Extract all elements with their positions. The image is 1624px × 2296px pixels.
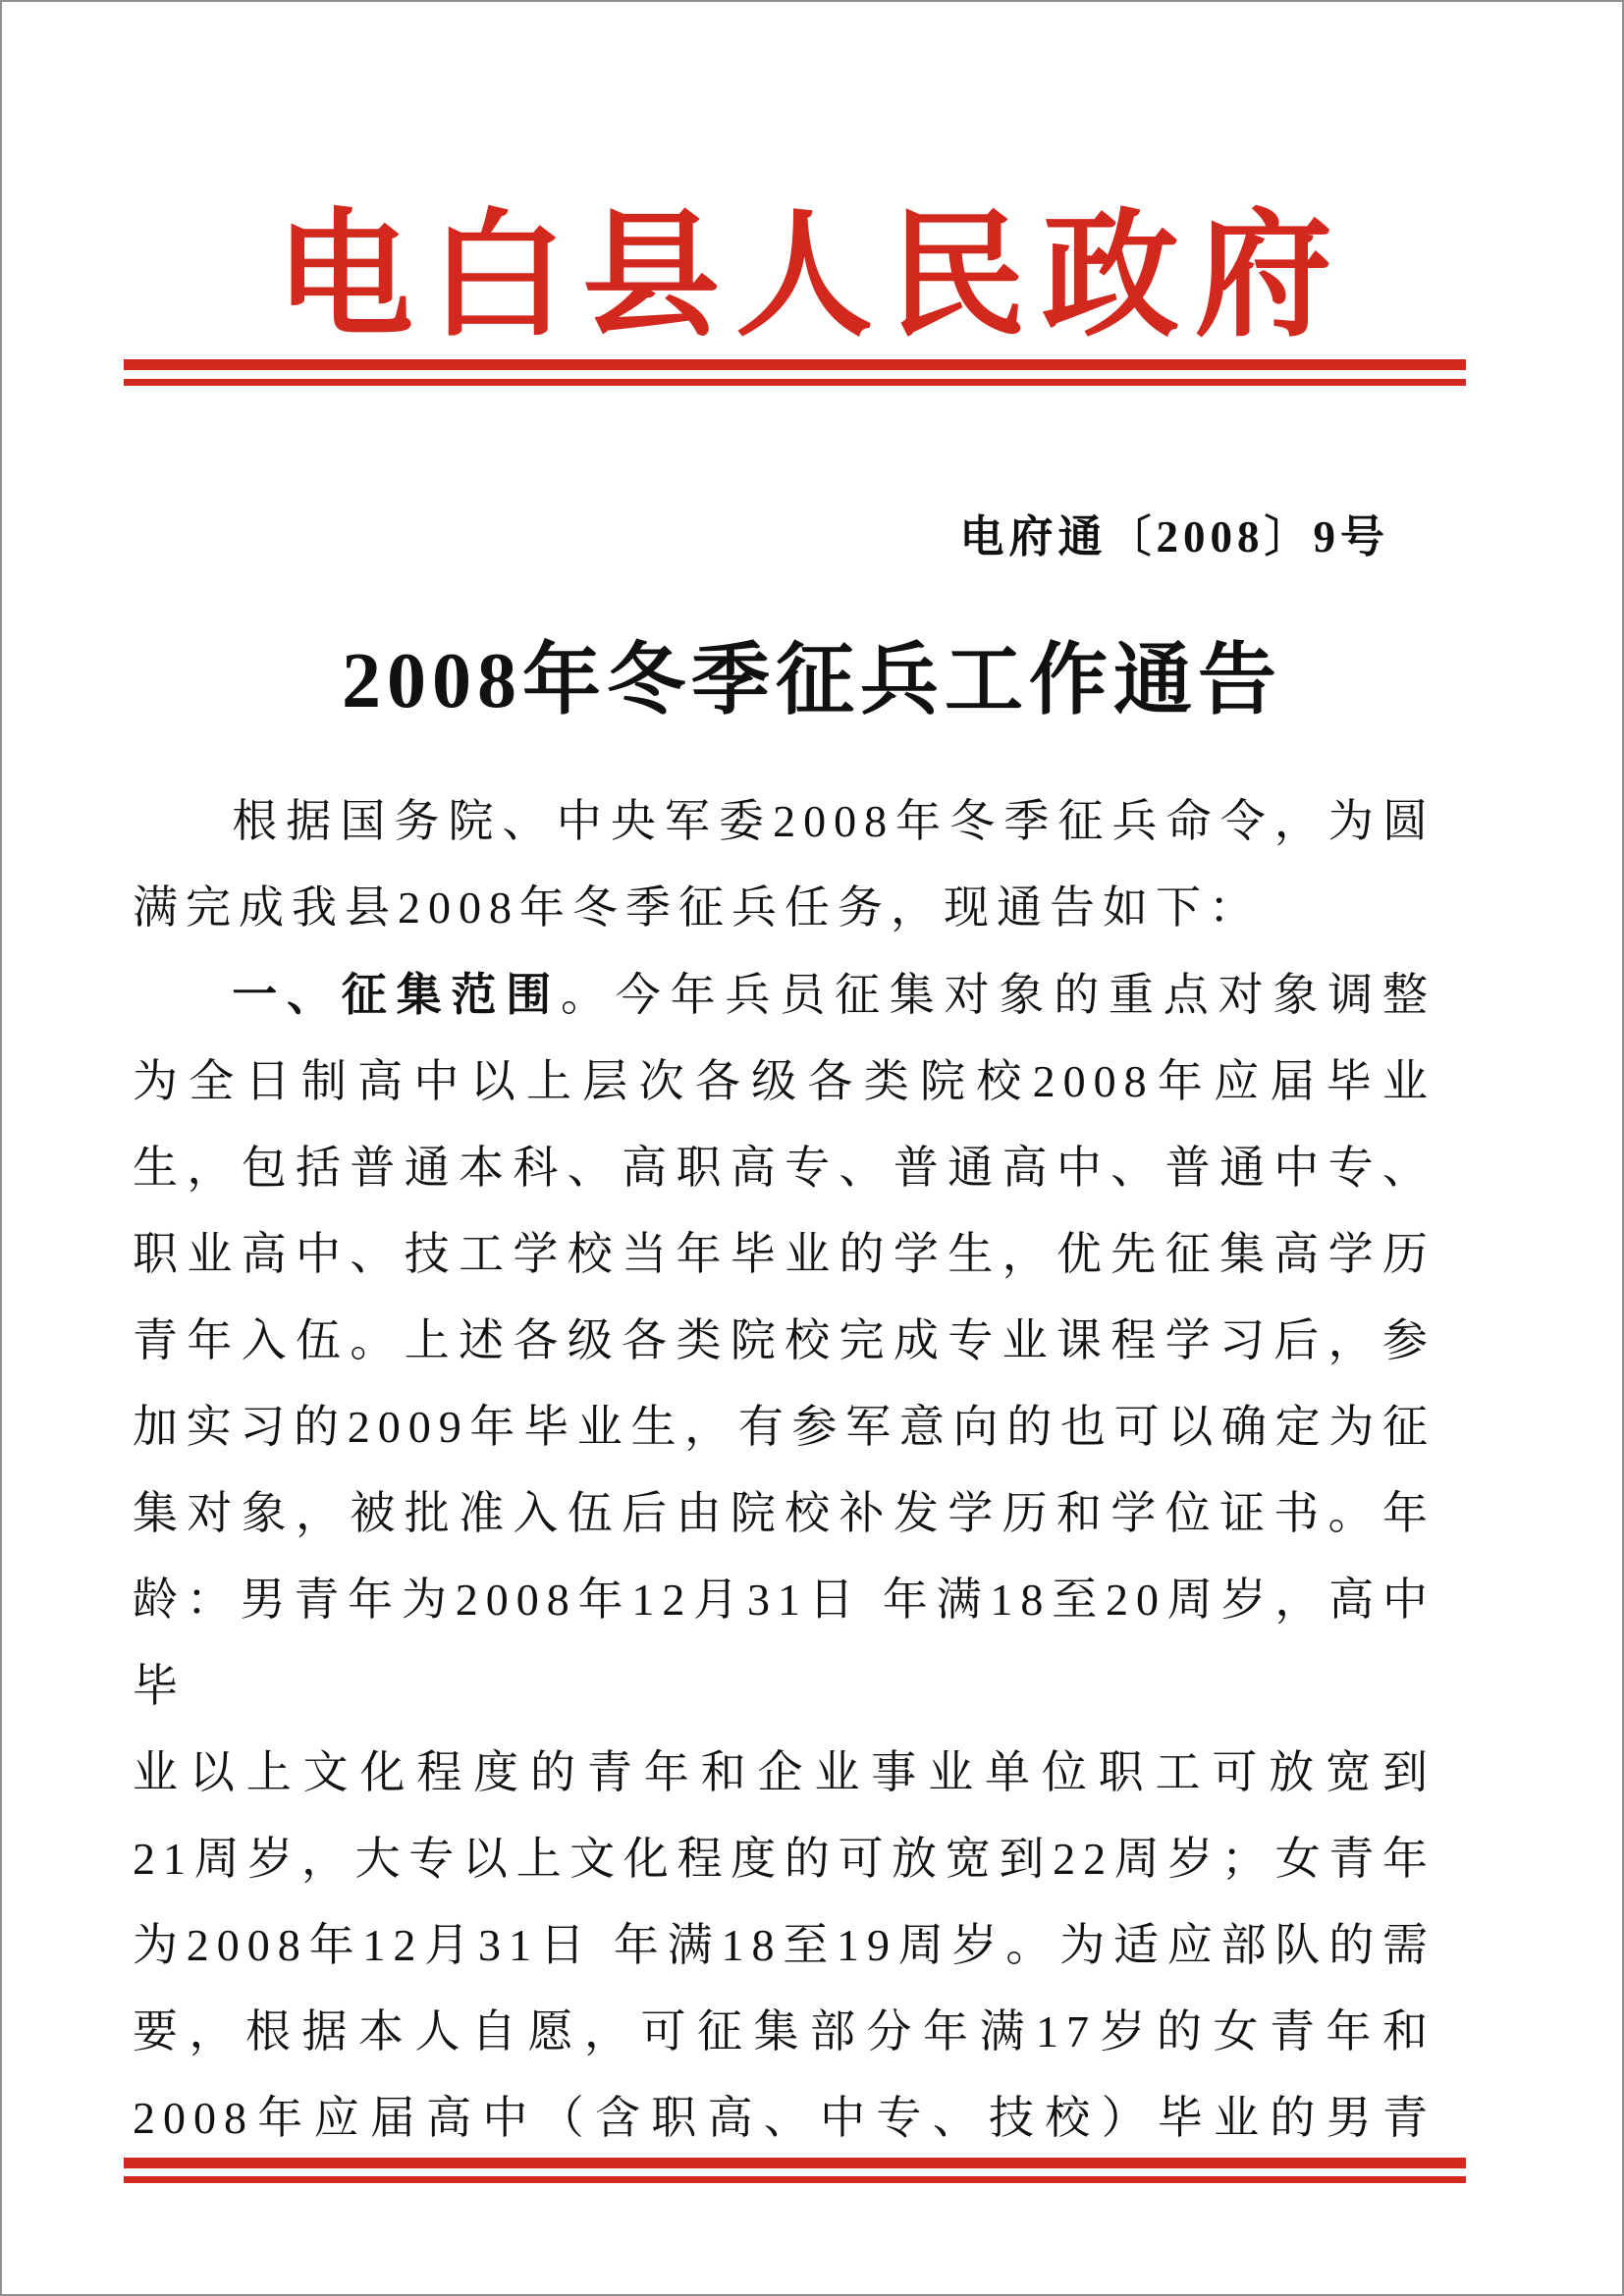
body-segment: 21周岁，大专以上文化程度的可放宽到22周岁；女青年 (133, 1834, 1435, 1884)
body-line (133, 1039, 1435, 1125)
body-segment: 2008年应届高中（含职高、中专、技校）毕业的男青 (133, 2093, 1435, 2143)
body-line (133, 1989, 1435, 2075)
body-segment: 根据国务院、中央军委2008年冬季征兵命令，为圆 (232, 796, 1435, 846)
body-segment: 。今年兵员征集对象的重点对象调整 (561, 970, 1436, 1020)
body-line (133, 1470, 1435, 1557)
body-segment: 满完成我县2008年冬季征兵任务，现通告如下： (133, 882, 1262, 933)
body-segment: 为2008年12月31日 年满18至19周岁。为适应部队的需 (133, 1920, 1435, 1970)
body-line (133, 951, 1435, 1039)
body-line (133, 1557, 1435, 1730)
body-line (133, 1730, 1435, 1816)
letterhead-divider-thick (124, 359, 1466, 370)
body-segment: 业以上文化程度的青年和企业事业单位职工可放宽到 (133, 1747, 1435, 1797)
body-line (133, 778, 1435, 865)
body-segment: 要，根据本人自愿，可征集部分年满17岁的女青年和 (133, 2006, 1435, 2056)
body-segment: 加实习的2009年毕业生，有参军意向的也可以确定为征 (133, 1402, 1435, 1452)
letterhead-agency-title: 电白县人民政府 (275, 201, 1348, 353)
body-segment: 职业高中、技工学校当年毕业的学生，优先征集高学历 (133, 1229, 1435, 1279)
body-segment: 生，包括普通本科、高职高专、普通高中、普通中专、 (133, 1143, 1435, 1193)
body-line (133, 1902, 1435, 1989)
body-line (133, 1384, 1435, 1470)
body-segment: 集对象，被批准入伍后由院校补发学历和学位证书。年 (133, 1488, 1435, 1538)
body-segment-heading: 一、征集范围 (232, 969, 561, 1020)
body-line (133, 2075, 1435, 2162)
footer-divider-thick (124, 2158, 1466, 2168)
body-line (133, 1298, 1435, 1384)
body-line (133, 865, 1435, 951)
body-segment: 青年入伍。上述各级各类院校完成专业课程学习后，参 (133, 1315, 1435, 1365)
body-line (133, 1816, 1435, 1902)
document-body (133, 778, 1435, 2162)
letterhead-divider-thin (124, 379, 1466, 386)
body-line (133, 1125, 1435, 1211)
body-segment: 龄：男青年为2008年12月31日 年满18至20周岁，高中毕 (133, 1575, 1435, 1711)
document-number: 电府通〔2008〕9号 (959, 512, 1389, 561)
footer-divider-thin (124, 2176, 1466, 2183)
body-segment: 为全日制高中以上层次各级各类院校2008年应届毕业 (133, 1056, 1435, 1106)
document-title: 2008年冬季征兵工作通告 (342, 638, 1282, 724)
body-line (133, 1211, 1435, 1298)
